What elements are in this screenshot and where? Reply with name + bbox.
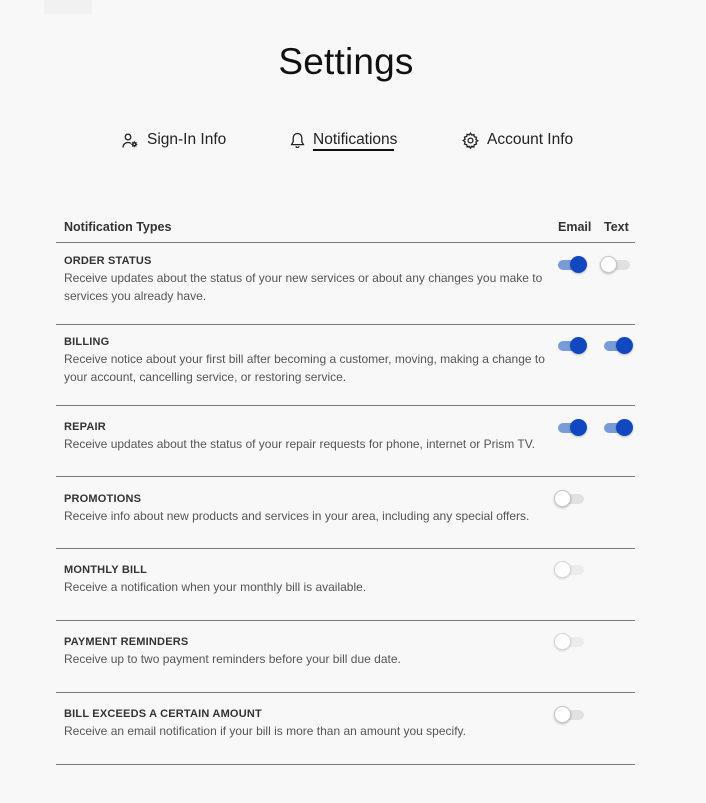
- tab-sign-in-info[interactable]: [122, 127, 226, 153]
- row-title: REPAIR: [64, 421, 106, 433]
- table-row-promotions: [56, 477, 635, 549]
- email-toggle-payment-reminders[interactable]: [556, 637, 584, 647]
- toggle-knob: [554, 490, 571, 507]
- email-toggle-promotions[interactable]: [556, 494, 584, 504]
- row-description: Receive an email notification if your bill is more than an amount you specify.: [64, 724, 466, 738]
- tab-label: Account Info: [487, 131, 574, 148]
- settings-tabs: [0, 127, 706, 157]
- top-left-placeholder: [44, 0, 92, 14]
- notifications-table: [56, 213, 635, 765]
- row-description: Receive notice about your first bill after becoming a customer, moving, making a change to your account, cancelling service, or restoring service.: [64, 352, 545, 384]
- row-title: ORDER STATUS: [64, 255, 152, 267]
- text-toggle-repair[interactable]: [604, 423, 632, 433]
- email-toggle-monthly-bill[interactable]: [556, 565, 584, 575]
- row-description: Receive up to two payment reminders before your bill due date.: [64, 652, 401, 666]
- table-row-payment-reminders: [56, 621, 635, 693]
- email-toggle-repair[interactable]: [558, 423, 586, 433]
- table-row-bill-exceeds: [56, 693, 635, 765]
- row-title: MONTHLY BILL: [64, 564, 148, 576]
- row-description: Receive info about new products and services in your area, including any special offers.: [64, 509, 530, 523]
- table-row-repair: [56, 406, 635, 477]
- toggle-knob: [616, 337, 633, 354]
- text-toggle-order-status[interactable]: [602, 260, 630, 270]
- toggle-knob: [554, 561, 571, 578]
- table-row-monthly-bill: [56, 549, 635, 621]
- toggle-knob: [600, 256, 617, 273]
- tab-label: Notifications: [313, 131, 398, 148]
- row-description: Receive a notification when your monthly bill is available.: [64, 580, 367, 594]
- tab-label: Sign-In Info: [147, 131, 227, 148]
- table-row-order-status: [56, 243, 635, 325]
- email-toggle-billing[interactable]: [558, 341, 586, 351]
- row-description: Receive updates about the status of your repair requests for phone, internet or Prism TV.: [64, 437, 535, 451]
- row-title: BILLING: [64, 336, 110, 348]
- toggle-knob: [570, 337, 587, 354]
- text-toggle-billing[interactable]: [604, 341, 632, 351]
- active-tab-indicator: [313, 149, 394, 151]
- bell-icon: [290, 132, 305, 149]
- toggle-knob: [570, 256, 587, 273]
- email-toggle-order-status[interactable]: [558, 260, 586, 270]
- email-toggle-bill-exceeds[interactable]: [556, 710, 584, 720]
- toggle-knob: [554, 706, 571, 723]
- row-title: PAYMENT REMINDERS: [64, 636, 189, 648]
- column-header-email: Email: [558, 220, 592, 234]
- table-row-billing: [56, 325, 635, 406]
- toggle-knob: [616, 419, 633, 436]
- tab-account-info[interactable]: [462, 127, 573, 153]
- column-header-types: Notification Types: [64, 220, 172, 234]
- user-gear-icon: [122, 132, 139, 149]
- row-title: BILL EXCEEDS A CERTAIN AMOUNT: [64, 708, 262, 720]
- gear-icon: [462, 132, 479, 149]
- row-title: PROMOTIONS: [64, 493, 142, 505]
- toggle-knob: [570, 419, 587, 436]
- toggle-knob: [554, 633, 571, 650]
- row-description: Receive updates about the status of your new services or about any changes you make to services you already have.: [64, 271, 543, 303]
- column-header-text: Text: [604, 220, 629, 234]
- page-title: Settings: [278, 41, 414, 82]
- table-header: [56, 213, 635, 243]
